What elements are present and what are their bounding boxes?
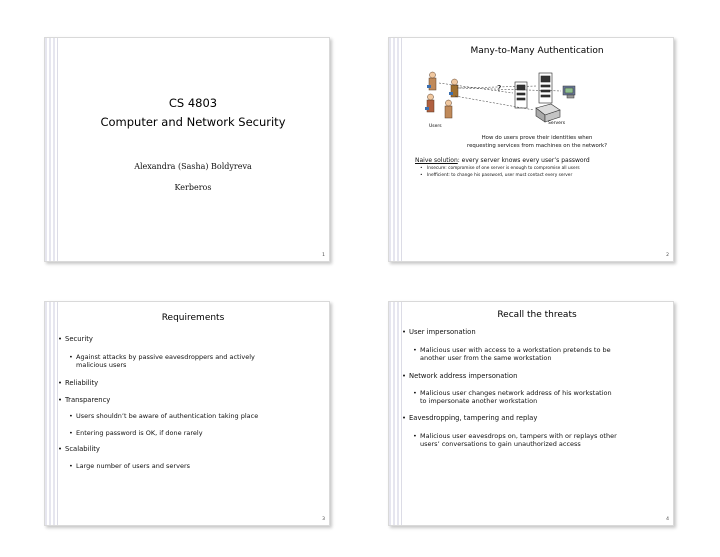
bullet-item: • Scalability [58,445,100,453]
naive-solution-text: : every server knows every user’s password [457,157,590,164]
slide-accent-bar [45,302,58,525]
page-number: 1 [322,253,325,258]
slide-1-title [57,94,329,132]
slide-accent-bar [45,38,58,261]
bullet-item: • Transparency [58,396,111,404]
caption-line: requesting services from machines on the network? [466,142,608,149]
user-icon [445,100,452,118]
bullet-sub-item: • Against attacks by passive eavesdroppers and actively malicious users [69,353,255,370]
bullet-text: Scalability [65,445,100,453]
slide-4-title: Recall the threats [497,310,577,320]
page-number: 4 [666,517,669,522]
bullet-text: Malicious user changes network address of his workstation [420,389,612,397]
author-name: Alexandra (Sasha) Boldyreva [134,162,252,171]
bullet-text: another user from the same workstation [420,354,552,363]
bullet-text: Eavesdropping, tampering and replay [409,414,538,422]
slide-accent-bar [389,302,402,525]
bullet-text: Insecure: compromise of one server is enough to compromise all users [427,166,580,171]
authentication-diagram [389,38,673,138]
course-code: CS 4803 [168,96,218,110]
slide-3-title: Requirements [161,313,225,323]
lecture-topic: Kerberos [174,183,212,192]
bullet-sub-item: • Inefficient: to change his password, user must contact every server [420,173,573,178]
bullet-sub-item: • Malicious user eavesdrops on, tampers with or replays other users’ conversations to gain unauthorized access [413,432,617,449]
bullet-item: • Security [58,335,93,343]
bullet-text: Malicious user with access to a workstation pretends to be [420,346,611,354]
bullet-text: User impersonation [409,328,476,336]
bullet-text: malicious users [76,361,127,370]
workstation-icon [563,86,575,98]
bullet-text: Security [65,335,93,343]
slide-3 [44,301,330,526]
naive-solution-label: Naive solution [415,157,458,164]
slide-1 [44,37,330,262]
svg-text:Users: Users [429,124,442,129]
bullet-sub-item: • Large number of users and servers [69,462,191,470]
bullet-text: Entering password is OK, if done rarely [76,429,203,437]
bullet-text: Network address impersonation [409,372,518,380]
slide-2-title: Many-to-Many Authentication [470,46,604,56]
bullet-sub-item: • Insecure: compromise of one server is enough to compromise all users [420,166,580,171]
slide-1-author-block [57,156,329,198]
bullet-sub-item: • Entering password is OK, if done rarely [69,429,203,437]
bullet-text: Against attacks by passive eavesdroppers and actively [76,353,255,361]
bullet-sub-item: • Users shouldn’t be aware of authentication taking place [69,412,259,420]
bullet-text: Transparency [65,396,111,404]
bullet-item: • User impersonation [402,328,476,336]
naive-solution-line [415,157,590,165]
server-tower-icon [539,73,552,103]
bullet-item: • Network address impersonation [402,372,518,380]
svg-text:?: ? [497,84,502,93]
bullet-text: Large number of users and servers [76,462,191,470]
svg-text:Servers: Servers [548,121,566,126]
bullet-text: Reliability [65,379,99,387]
bullet-text: Users shouldn’t be aware of authentication taking place [76,412,259,420]
caption-line: How do users prove their identities when [481,135,593,141]
bullet-text: users’ conversations to gain unauthorized access [420,440,581,449]
bullet-sub-item: • Malicious user changes network address of his workstation to impersonate another workstation [413,389,612,406]
bullet-item: • Eavesdropping, tampering and replay [402,414,538,422]
page-number: 2 [666,253,669,258]
slide-2-caption [401,135,673,150]
course-name: Computer and Network Security [100,115,286,129]
slide-4 [388,301,674,526]
bullet-text: Inefficient: to change his password, user must contact every server [427,173,573,178]
bullet-text: to impersonate another workstation [420,397,538,406]
bullet-sub-item: • Malicious user with access to a workstation pretends to be another user from the same workstation [413,346,611,363]
printer-icon [536,104,560,122]
page-number: 3 [322,517,325,522]
bullet-item: • Reliability [58,379,99,387]
bullet-text: Malicious user eavesdrops on, tampers with or replays other [420,432,617,440]
slide-2 [388,37,674,262]
server-tower-icon [515,82,527,108]
